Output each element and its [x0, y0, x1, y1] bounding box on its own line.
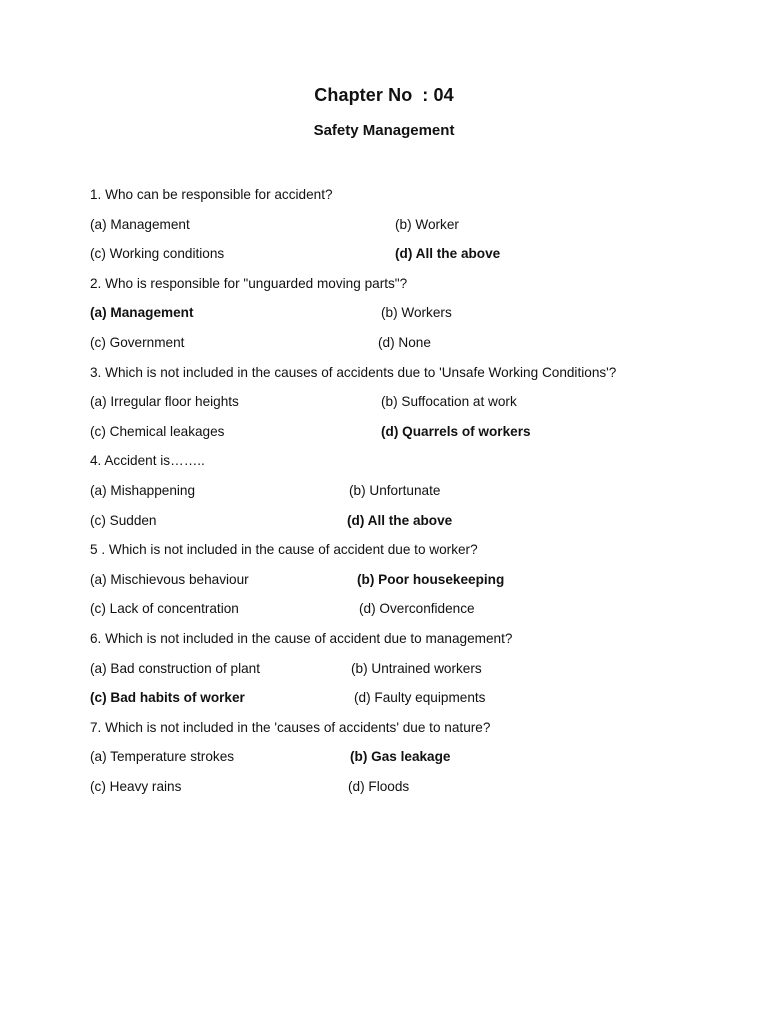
option-a: (a) Mischievous behaviour	[90, 571, 249, 587]
option-row	[90, 303, 710, 333]
option-d: (d) All the above	[395, 246, 501, 262]
question-text: 1. Who can be responsible for accident?	[90, 187, 333, 202]
option-row	[90, 392, 710, 422]
option-row	[90, 333, 710, 363]
option-c: (c) Chemical leakages	[90, 423, 225, 439]
option-a: (a) Temperature strokes	[90, 749, 235, 765]
option-a: (a) Bad construction of plant	[90, 660, 261, 676]
option-row	[90, 570, 710, 600]
option-d: (d) Quarrels of workers	[381, 423, 531, 439]
option-b: (b) Workers	[381, 305, 452, 321]
option-a: (a) Irregular floor heights	[90, 394, 239, 410]
question-text: 3. Which is not included in the causes of accidents due to 'Unsafe Working Conditions'?	[90, 364, 617, 380]
option-b: (b) Poor housekeeping	[357, 571, 505, 587]
option-a: (a) Management	[90, 216, 190, 232]
option-d: (d) Faulty equipments	[354, 690, 486, 706]
option-c: (c) Bad habits of worker	[90, 690, 245, 706]
option-d: (d) None	[378, 334, 431, 350]
question-text: 4. Accident is……..	[90, 453, 205, 469]
option-c: (c) Government	[90, 334, 185, 350]
option-b: (b) Suffocation at work	[381, 394, 517, 410]
option-row	[90, 747, 710, 777]
option-b: (b) Untrained workers	[351, 660, 482, 676]
option-row	[90, 688, 710, 718]
question-list	[90, 185, 710, 806]
option-b: (b) Worker	[395, 216, 459, 232]
question-text: 6. Which is not included in the cause of accident due to management?	[90, 630, 513, 646]
chapter-subtitle: Safety Management	[313, 122, 455, 139]
option-row	[90, 244, 710, 274]
chapter-number: : 04	[422, 85, 454, 105]
option-row	[90, 511, 710, 541]
option-d: (d) Overconfidence	[359, 601, 475, 617]
option-row	[90, 659, 710, 689]
option-c: (c) Lack of concentration	[90, 601, 239, 617]
question-text: 5 . Which is not included in the cause of accident due to worker?	[90, 542, 478, 558]
question-text: 7. Which is not included in the 'causes of accidents' due to nature?	[90, 719, 491, 735]
option-row	[90, 215, 710, 245]
chapter-heading	[0, 85, 768, 106]
option-b: (b) Gas leakage	[350, 749, 451, 765]
option-row	[90, 481, 710, 511]
option-c: (c) Sudden	[90, 512, 157, 528]
option-b: (b) Unfortunate	[349, 482, 441, 498]
option-c: (c) Working conditions	[90, 246, 225, 262]
option-d: (d) Floods	[348, 778, 410, 794]
chapter-label: Chapter No	[314, 85, 413, 105]
option-row	[90, 777, 710, 807]
option-row	[90, 422, 710, 452]
option-a: (a) Mishappening	[90, 482, 196, 498]
option-d: (d) All the above	[347, 512, 453, 528]
option-a: (a) Management	[90, 305, 194, 321]
option-row	[90, 599, 710, 629]
question-text: 2. Who is responsible for "unguarded moving parts"?	[90, 275, 408, 291]
option-c: (c) Heavy rains	[90, 778, 182, 794]
